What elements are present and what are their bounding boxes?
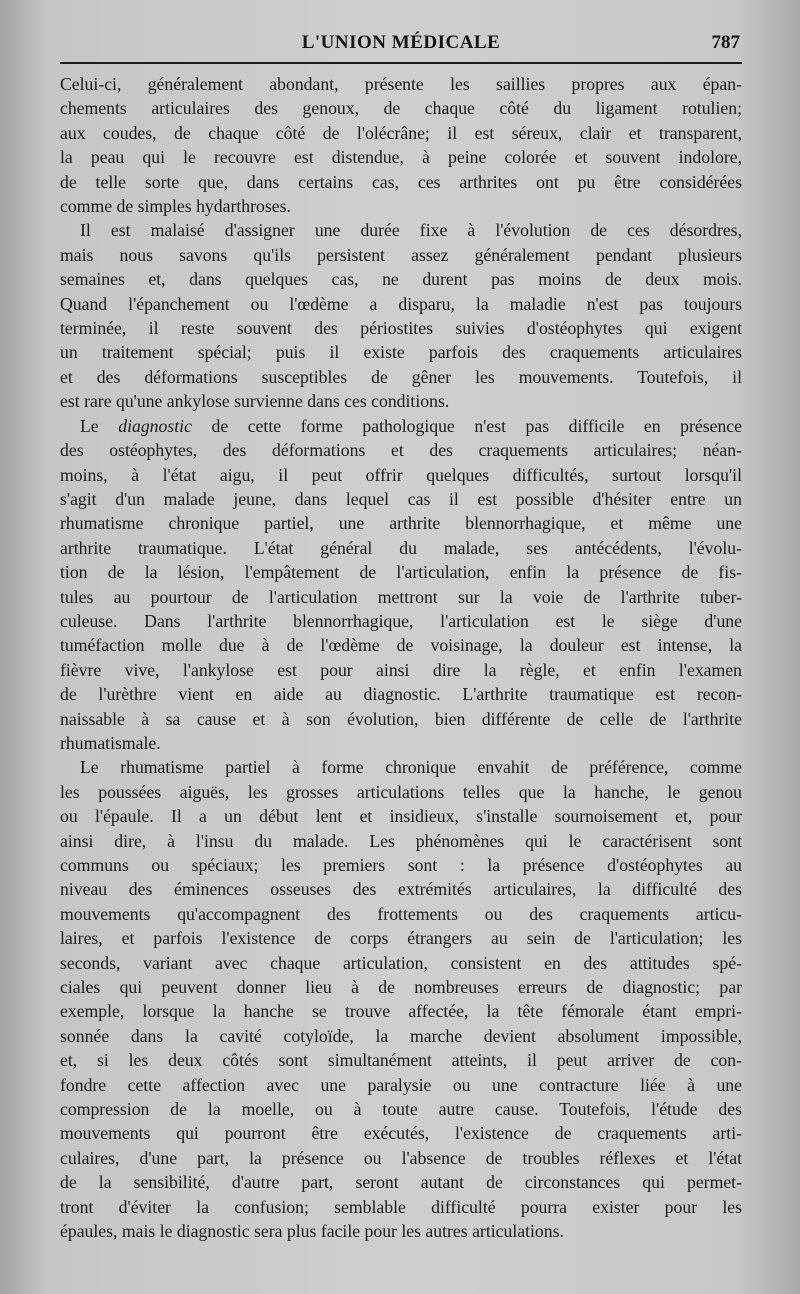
text-line: arthrite traumatique. L'état général du malade, ses antécédents, l'évolu-: [60, 537, 742, 558]
text-line: tules au pourtour de l'articulation mettront sur la voie de l'arthrite tuber-: [60, 586, 742, 607]
text-line: chements articulaires des genoux, de chaque côté du ligament rotulien;: [60, 98, 742, 119]
text-line: ou l'épaule. Il a un début lent et insidieux, s'installe sournoisement et, pour: [60, 806, 742, 827]
text-line: épaules, mais le diagnostic sera plus facile pour les autres articulations.: [60, 1221, 564, 1242]
text-line: Celui-ci, généralement abondant, présente les saillies propres aux épan-: [60, 74, 742, 94]
text-line: rhumatisme chronique partiel, une arthrite blennorrhagique, et même une: [60, 513, 742, 534]
text-line: de l'urèthre vient en aide au diagnostic. L'arthrite traumatique est recon-: [60, 684, 742, 705]
paragraph: [60, 218, 742, 413]
text-line: fondre cette affection avec une paralysie ou une contracture liée à une: [60, 1074, 742, 1095]
paragraph: [60, 755, 742, 1243]
text-line: la peau qui le recouvre est distendue, à peine colorée et souvent indolore,: [60, 147, 742, 168]
text-line: les poussées aiguës, les grosses articulations telles que la hanche, le genou: [60, 781, 742, 802]
text-line: fièvre vive, l'ankylose est pour ainsi dire la règle, et enfin l'examen: [60, 659, 742, 680]
text-line: exemple, lorsque la hanche se trouve affectée, la tête fémorale étant empri-: [60, 1001, 742, 1022]
text-line: culeuse. Dans l'arthrite blennorrhagique, l'articulation est le siège d'une: [60, 610, 742, 631]
text-line: ainsi dire, à l'insu du malade. Les phénomènes qui le caractérisent sont: [60, 830, 742, 851]
text-line: est rare qu'une ankylose survienne dans ces conditions.: [60, 391, 450, 412]
text-line: s'agit d'un malade jeune, dans lequel cas il est possible d'hésiter entre un: [60, 488, 742, 509]
text-line: tion de la lésion, l'empâtement de l'articulation, enfin la présence de fis-: [60, 562, 742, 583]
text-line: tront d'éviter la confusion; semblable difficulté pourra exister pour les: [60, 1196, 742, 1217]
text-line: semaines et, dans quelques cas, ne durent pas moins de deux mois.: [60, 269, 742, 290]
text-line: mais nous savons qu'ils persistent assez généralement pendant plusieurs: [60, 244, 742, 265]
text-line: culaires, d'une part, la présence ou l'absence de troubles réflexes et l'état: [60, 1147, 742, 1168]
text-line: de la sensibilité, d'autre part, seront autant de circonstances qui permet-: [60, 1172, 742, 1193]
text-line: laires, et parfois l'existence de corps étrangers au sein de l'articulation; les: [60, 928, 742, 949]
text-line: compression de la moelle, ou à toute autre cause. Toutefois, l'étude des: [60, 1099, 742, 1120]
text-line: Quand l'épanchement ou l'œdème a disparu, la maladie n'est pas toujours: [60, 293, 742, 314]
text-line: ciales qui peuvent donner lieu à de nombreuses erreurs de diagnostic; par: [60, 977, 742, 998]
text-line: aux coudes, de chaque côté de l'olécrâne; il est séreux, clair et transparent,: [60, 122, 742, 143]
text-line: seconds, variant avec chaque articulation, consistent en des attitudes spé-: [60, 952, 742, 973]
text-line: naissable à sa cause et à son évolution, bien différente de celle de l'arthrite: [60, 708, 742, 729]
text-line: tuméfaction molle due à de l'œdème de voisinage, la douleur est intense, la: [60, 635, 742, 656]
page-header: [60, 30, 742, 62]
text-line: communs ou spéciaux; les premiers sont : la présence d'ostéophytes au: [60, 855, 742, 875]
text-line: des ostéophytes, des déformations et des craquements articulaires; néan-: [60, 440, 742, 461]
article-body: [60, 72, 742, 1244]
text-line: Le rhumatisme partiel à forme chronique envahit de préférence, comme: [80, 757, 742, 778]
text-line: et des déformations susceptibles de gêner les mouvements. Toutefois, il: [60, 366, 742, 387]
text-line: comme de simples hydarthroses.: [60, 196, 291, 217]
header-rule: [60, 62, 742, 64]
text-line: un traitement spécial; puis il existe parfois des craquements articulaires: [60, 342, 742, 363]
paragraph: [60, 72, 742, 218]
text-line: sonnée dans la cavité cotyloïde, la marche devient absolument impossible,: [60, 1025, 742, 1046]
text-line: moins, à l'état aigu, il peut offrir quelques difficultés, surtout lorsqu'il: [60, 464, 742, 485]
text-line: et, si les deux côtés sont simultanément atteints, il peut arriver de con-: [60, 1050, 742, 1071]
text-line: mouvements qui pourront être exécutés, l'existence de craquements arti-: [60, 1123, 742, 1144]
italic-term: diagnostic: [118, 415, 192, 436]
text-line: rhumatismale.: [60, 732, 161, 753]
paragraph: [60, 414, 742, 756]
running-title: L'UNION MÉDICALE: [301, 32, 501, 53]
text-line: Il est malaisé d'assigner une durée fixe à l'évolution de ces désordres,: [80, 220, 742, 241]
text-line: niveau des éminences osseuses des extrémités articulaires, la difficulté des: [60, 879, 742, 900]
page-number: 787: [711, 32, 740, 53]
text-line: mouvements qu'accompagnent des frottements ou des craquements articu-: [60, 903, 742, 924]
text-line: Le diagnostic de cette forme pathologique n'est pas difficile en présence: [80, 415, 743, 436]
text-line: terminée, il reste souvent des périostites suivies d'ostéophytes qui exigent: [60, 318, 742, 339]
text-line: de telle sorte que, dans certains cas, ces arthrites ont pu être considérées: [60, 171, 742, 192]
